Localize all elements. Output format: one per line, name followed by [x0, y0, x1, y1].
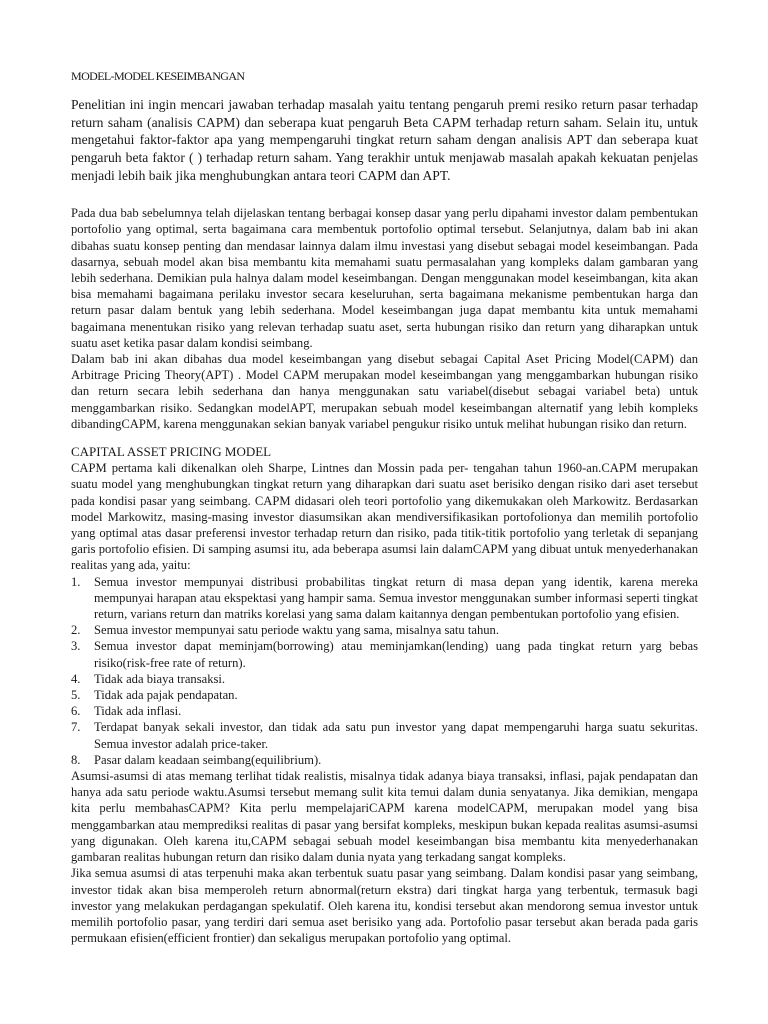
list-item	[71, 622, 698, 638]
paragraph-market-equilibrium: Jika semua asumsi di atas terpenuhi maka akan terbentuk suatu pasar yang seimbang. Dalam kondisi pasar yang seimbang, investor tidak akan bisa memperoleh return abnormal(return ekstra) dari tingkat harga yang terbentuk, termasuk bagi investor yang melakukan perdagangan spekulatif. Oleh karena itu, kondisi tersebut akan mendorong semua investor untuk memilih portofolio pasar, yang terdiri dari semua aset berisiko yang ada. Portofolio pasar tersebut akan berada pada garis permukaan efisien(efficient frontier) dan sekaligus merupakan portofolio yang optimal.	[71, 866, 698, 946]
list-item	[71, 574, 698, 623]
list-text: Tidak ada pajak pendapatan.	[94, 688, 238, 703]
list-item	[71, 638, 698, 670]
list-text: Pasar dalam keadaan seimbang(equilibrium).	[94, 752, 322, 767]
list-number: 1.	[71, 574, 81, 589]
list-text: Semua investor dapat meminjam(borrowing) atau meminjamkan(lending) uang pada tingkat return yarg bebas risiko(risk-free rate of return).	[94, 639, 698, 670]
section-title-capm: CAPITAL ASSET PRICING MODEL	[71, 444, 272, 460]
list-text: Tidak ada biaya transaksi.	[94, 671, 226, 686]
list-number: 3.	[71, 639, 81, 654]
list-number: 8.	[71, 752, 81, 767]
assumption-list	[71, 574, 698, 768]
list-number: 4.	[71, 671, 81, 686]
list-item	[71, 671, 698, 687]
paragraph-capm-intro: CAPM pertama kali dikenalkan oleh Sharpe, Lintnes dan Mossin pada per- tengahan tahun 1960-an.CAPM merupakan suatu model yang menghubungkan tingkat return yang diharapkan dari suatu aset berisiko dengan risiko dari aset tersebut pada kondisi pasar yang seimbang. CAPM didasari oleh teori portofolio yang dikemukakan oleh Markowitz. Berdasarkan model Markowitz, masing-masing investor diasumsikan akan mendiversifikasikan portofolionya dan memilih portofolio yang optimal atas dasar preferensi investor terhadap return dan risiko, pada titik-titik portofolio yang terletak di sepanjang garis portofolio efisien. Di samping asumsi itu, ada beberapa asumsi lain dalamCAPM yang dibuat untuk menyederhanakan realitas yang ada, yaitu:	[71, 461, 698, 573]
paragraph-assumption-discussion: Asumsi-asumsi di atas memang terlihat tidak realistis, misalnya tidak adanya biaya transaksi, inflasi, pajak pendapatan dan hanya ada satu periode waktu.Asumsi tersebut memang sulit kita temui dalam dunia senyatanya. Jika demikian, mengapa kita perlu membahasCAPM? Kita perlu mempelajariCAPM karena modelCAPM, merupakan model yang bisa menggambarkan atau memprediksi realitas di pasar yang bersifat kompleks, meskipun bukan kepada realitas asumsi-asumsi yang digunakan. Oleh karena itu,CAPM sebagai sebuah model keseimbangan bisa membantu kita menyederhanakan gambaran realitas hubungan return dan risiko dalam dunia nyata yang terkadang sangat kompleks.	[71, 769, 698, 865]
list-number: 6.	[71, 704, 81, 719]
list-text: Semua investor mempunyai satu periode waktu yang sama, misalnya satu tahun.	[94, 623, 500, 638]
list-item	[71, 719, 698, 751]
intro-paragraph: Penelitian ini ingin mencari jawaban terhadap masalah yaitu tentang pengaruh premi resiko return pasar terhadap return saham (analisis CAPM) dan seberapa kuat pengaruh Beta CAPM terhadap return saham. Selain itu, untuk mengetahui faktor-faktor apa yang mempengaruhi tingkat return saham dengan analisis APT dan seberapa kuat pengaruh beta faktor ( ) terhadap return saham. Yang terakhir untuk menjawab masalah apakah kekuatan penjelas menjadi lebih baik jika menghubungkan antara teori CAPM dan APT.	[71, 97, 698, 183]
list-item	[71, 703, 698, 719]
list-number: 7.	[71, 720, 81, 735]
list-item	[71, 752, 698, 768]
document-page	[71, 68, 698, 946]
list-text: Terdapat banyak sekali investor, dan tidak ada satu pun investor yang dapat mempengaruhi harga suatu sekuritas. Semua investor adalah price-taker.	[94, 720, 698, 751]
list-number: 5.	[71, 688, 81, 703]
list-text: Semua investor mempunyai distribusi probabilitas tingkat return di masa depan yang identik, karena mereka mempunyai harapan atau ekspektasi yang hampir sama. Semua investor menggunakan sumber informasi seperti tingkat return, varians return dan matriks korelasi yang sama dalam kaitannya dengan pembentukan portofolio yang efisien.	[94, 574, 698, 622]
list-item	[71, 687, 698, 703]
list-text: Tidak ada inflasi.	[94, 704, 182, 719]
list-number: 2.	[71, 623, 81, 638]
document-heading: MODEL-MODEL KESEIMBANGAN	[71, 69, 245, 83]
paragraph-overview: Pada dua bab sebelumnya telah dijelaskan tentang berbagai konsep dasar yang perlu dipahami investor dalam pembentukan portofolio yang optimal, serta bagaimana cara membentuk portofolio optimal tersebut. Selanjutnya, dalam bab ini akan dibahas suatu konsep penting dan mendasar lainnya dalam ilmu investasi yang disebut sebagai model keseimbangan. Pada dasarnya, sebuah model akan bisa membantu kita memahami suatu permasalahan yang kompleks dalam gambaran yang lebih sederhana. Demikian pula halnya dalam model keseimbangan. Dengan menggunakan model keseimbangan, kita akan bisa memahami bagaimana perilaku investor secara keseluruhan, serta bagaimana mekanisme pembentukan harga dan return pasar dalam bentuk yang lebih sederhana. Model keseimbangan juga dapat membantu kita untuk memahami bagaimana menentukan risiko yang relevan terhadap suatu aset, serta hubungan risiko dan return yang diharapkan untuk suatu aset ketika pasar dalam kondisi seimbang.	[71, 206, 698, 350]
paragraph-models: Dalam bab ini akan dibahas dua model keseimbangan yang disebut sebagai Capital Aset Pricing Model(CAPM) dan Arbitrage Pricing Theory(APT) . Model CAPM merupakan model keseimbangan yang menggambarkan hubungan risiko dan return secara lebih sederhana dan hanya menggunakan satu variabel(disebut sebagai variabel beta) untuk menggambarkan risiko. Sedangkan modelAPT, merupakan sebuah model keseimbangan alternatif yang lebih kompleks dibandingCAPM, karena menggunakan sekian banyak variabel pengukur risiko untuk melihat hubungan risiko dan return.	[71, 352, 698, 431]
